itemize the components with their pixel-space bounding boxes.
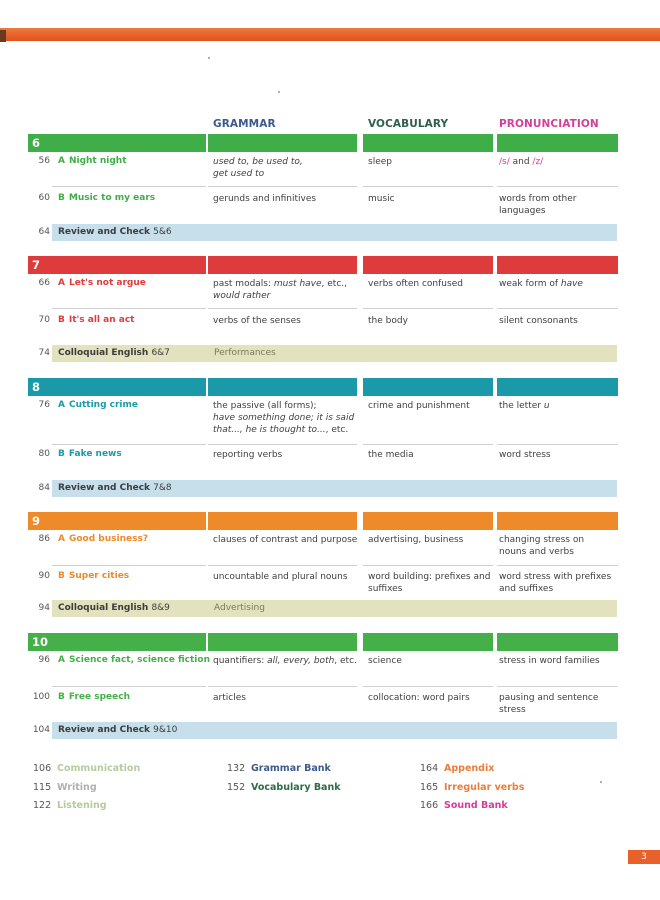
lesson-page-number: 86 [38, 534, 50, 544]
row-divider [363, 565, 493, 566]
review-page-number: 74 [38, 348, 50, 358]
colloquial-english-row[interactable] [52, 600, 617, 617]
row-divider [52, 186, 206, 187]
lesson-letter: A [58, 278, 65, 288]
vocabulary-cell: the body [368, 316, 408, 326]
lesson-title[interactable] [58, 534, 148, 544]
lesson-title-text: Fake news [68, 449, 122, 459]
row-divider [497, 308, 618, 309]
unit-column-bar [363, 256, 493, 274]
review-units: 7&8 [153, 483, 172, 493]
vocabulary-cell: crime and punishment [368, 401, 470, 411]
unit-column-bar [363, 633, 493, 651]
lesson-page-number: 76 [38, 400, 50, 410]
footer-label: Listening [57, 800, 107, 811]
footer-page-number: 106 [33, 763, 52, 774]
review-page-number: 104 [32, 725, 50, 735]
footer-page-number: 152 [227, 781, 246, 793]
row-divider [363, 308, 493, 309]
lesson-page-number: 90 [38, 571, 50, 581]
review-label-text: Review and Check [58, 227, 154, 237]
footer-link-irregular-verbs[interactable] [420, 782, 524, 793]
lesson-title-text: Cutting crime [68, 400, 138, 410]
top-bar-edge [0, 30, 6, 42]
column-headers [0, 118, 660, 134]
review-units: 6&7 [151, 348, 170, 358]
row-divider [208, 308, 357, 309]
lesson-letter: B [58, 315, 65, 325]
pronunciation-cell: pausing and sentence stress [499, 693, 599, 715]
review-label-text: Colloquial English [58, 348, 152, 358]
vocabulary-cell: advertising, business [368, 535, 464, 545]
pronunciation-cell: word stress with prefixes and suffixes [499, 572, 612, 594]
pronunciation-cell: word stress [499, 450, 551, 460]
footer-label: Appendix [444, 763, 495, 774]
footer-page-number: 132 [227, 763, 246, 774]
pronunciation-cell: changing stress on nouns and verbs [499, 535, 585, 557]
review-label [58, 348, 170, 358]
lesson-title[interactable] [58, 193, 155, 203]
lesson-title[interactable] [58, 278, 146, 288]
vocabulary-cell: verbs often confused [368, 279, 463, 289]
unit-column-bar [497, 256, 618, 274]
row-divider [208, 444, 357, 445]
review-label [58, 483, 172, 493]
review-page-number: 94 [38, 603, 50, 613]
pronunciation-cell: the letter u [499, 401, 550, 411]
review-label-text: Colloquial English [58, 603, 152, 613]
lesson-letter: A [58, 534, 65, 544]
footer-link-sound-bank[interactable] [420, 800, 508, 811]
review-units: 9&10 [153, 725, 178, 735]
row-divider [497, 686, 618, 687]
row-divider [208, 565, 357, 566]
row-divider [52, 686, 206, 687]
unit-number: 9 [32, 514, 41, 528]
review-label-text: Review and Check [58, 483, 154, 493]
footer-label: Writing [57, 781, 97, 793]
row-divider [497, 565, 618, 566]
unit-column-bar [208, 378, 357, 396]
review-label-text: Review and Check [58, 725, 154, 735]
lesson-title-text: Good business? [68, 534, 149, 544]
vocabulary-cell: collocation: word pairs [368, 693, 470, 703]
unit-column-bar [497, 633, 618, 651]
footer-label: Communication [57, 763, 141, 774]
footer-link-appendix[interactable] [420, 763, 494, 774]
footer-label: Sound Bank [444, 800, 508, 811]
pronunciation-cell: words from other languages [499, 194, 577, 216]
grammar-cell: gerunds and infinitives [213, 194, 317, 204]
grammar-cell: articles [213, 693, 246, 703]
unit-number: 7 [32, 258, 41, 272]
row-divider [52, 444, 206, 445]
footer-page-number: 115 [33, 781, 52, 793]
row-divider [363, 686, 493, 687]
page-number: 3 [628, 850, 660, 864]
vocabulary-header: VOCABULARY [368, 118, 449, 130]
vocabulary-cell: word building: prefixes and suffixes [368, 572, 491, 594]
lesson-title-text: Music to my ears [68, 193, 156, 203]
lesson-letter: A [58, 400, 65, 410]
lesson-title-text: Let's not argue [68, 278, 146, 288]
lesson-title[interactable] [58, 655, 210, 665]
grammar-cell: past modals: must have, etc., would rather [213, 279, 347, 301]
row-divider [497, 444, 618, 445]
unit-number: 8 [32, 380, 41, 394]
lesson-page-number: 96 [38, 655, 50, 665]
unit-header-bar [28, 633, 206, 651]
unit-column-bar [208, 256, 357, 274]
footer-link-vocabulary-bank[interactable] [227, 782, 341, 793]
grammar-header: GRAMMAR [213, 118, 276, 130]
unit-column-bar [497, 512, 618, 530]
review-and-check-row[interactable] [52, 224, 617, 241]
row-divider [208, 186, 357, 187]
row-divider [208, 686, 357, 687]
footer-label: Grammar Bank [251, 763, 331, 774]
vocabulary-cell: sleep [368, 157, 392, 167]
unit-column-bar [208, 134, 357, 152]
lesson-title-text: Science fact, science fiction [68, 655, 210, 665]
lesson-title[interactable] [58, 571, 129, 581]
pronunciation-cell: silent consonants [499, 316, 578, 326]
pronunciation-header: PRONUNCIATION [499, 118, 599, 130]
lesson-title-text: It's all an act [68, 315, 135, 325]
lesson-page-number: 66 [38, 278, 50, 288]
footer-page-number: 164 [420, 763, 439, 774]
unit-header-bar [28, 134, 206, 152]
pronunciation-cell: /s/ and /z/ [499, 157, 544, 167]
unit-column-bar [363, 134, 493, 152]
footer-link-writing[interactable] [33, 782, 97, 793]
review-and-check-row[interactable] [52, 480, 617, 497]
unit-header-bar [28, 256, 206, 274]
unit-column-bar [363, 512, 493, 530]
grammar-cell: uncountable and plural nouns [213, 572, 348, 582]
lesson-title[interactable] [58, 692, 130, 702]
lesson-title[interactable] [58, 400, 138, 410]
grammar-cell: clauses of contrast and purpose [213, 535, 358, 545]
vocabulary-cell: the media [368, 450, 414, 460]
lesson-page-number: 100 [32, 692, 50, 702]
unit-column-bar [208, 512, 357, 530]
unit-column-bar [208, 633, 357, 651]
lesson-title[interactable] [58, 156, 127, 166]
lesson-page-number: 60 [38, 193, 50, 203]
row-divider [363, 186, 493, 187]
pronunciation-cell: stress in word families [499, 656, 600, 666]
colloquial-english-row[interactable] [52, 345, 617, 362]
review-units: 8&9 [151, 603, 170, 613]
row-divider [52, 565, 206, 566]
footer-link-communication[interactable] [33, 763, 140, 774]
colloquial-topic: Advertising [214, 603, 265, 613]
row-divider [363, 444, 493, 445]
grammar-cell: quantifiers: all, every, both, etc. [213, 656, 357, 666]
review-label [58, 603, 170, 613]
row-divider [497, 186, 618, 187]
grammar-cell: reporting verbs [213, 450, 283, 460]
footer-link-grammar-bank[interactable] [227, 763, 331, 774]
lesson-title[interactable] [58, 315, 134, 325]
pronunciation-cell: weak form of have [499, 279, 583, 289]
vocabulary-cell: music [368, 194, 395, 204]
unit-header-bar [28, 378, 206, 396]
review-units: 5&6 [153, 227, 172, 237]
footer-label: Vocabulary Bank [251, 781, 341, 793]
top-color-bar [0, 28, 660, 41]
lesson-title-text: Night night [68, 156, 127, 166]
lesson-letter: B [58, 571, 65, 581]
print-speck [600, 781, 602, 783]
footer-page-number: 165 [420, 781, 439, 793]
unit-column-bar [497, 134, 618, 152]
footer-link-listening[interactable] [33, 800, 107, 811]
review-page-number: 64 [38, 227, 50, 237]
grammar-cell: used to, be used to, get used to [213, 157, 303, 179]
lesson-letter: A [58, 156, 65, 166]
lesson-page-number: 70 [38, 315, 50, 325]
footer-page-number: 166 [420, 800, 439, 811]
lesson-letter: B [58, 692, 65, 702]
review-page-number: 84 [38, 483, 50, 493]
lesson-letter: A [58, 655, 65, 665]
lesson-page-number: 56 [38, 156, 50, 166]
unit-column-bar [363, 378, 493, 396]
unit-header-bar [28, 512, 206, 530]
row-divider [52, 308, 206, 309]
unit-number: 10 [32, 635, 49, 649]
vocabulary-cell: science [368, 656, 402, 666]
grammar-cell: verbs of the senses [213, 316, 301, 326]
footer-label: Irregular verbs [444, 781, 525, 793]
lesson-title-text: Free speech [68, 692, 130, 702]
colloquial-topic: Performances [214, 348, 276, 358]
review-and-check-row[interactable] [52, 722, 617, 739]
lesson-title[interactable] [58, 449, 122, 459]
review-label [58, 227, 172, 237]
print-speck [208, 57, 210, 59]
lesson-letter: B [58, 193, 65, 203]
lesson-page-number: 80 [38, 449, 50, 459]
lesson-letter: B [58, 449, 65, 459]
footer-page-number: 122 [33, 800, 52, 811]
grammar-cell: the passive (all forms); have something done; it is said that..., he is thought to..., etc. [213, 401, 355, 435]
unit-column-bar [497, 378, 618, 396]
lesson-title-text: Super cities [68, 571, 130, 581]
print-speck [278, 91, 280, 93]
unit-number: 6 [32, 136, 41, 150]
review-label [58, 725, 177, 735]
